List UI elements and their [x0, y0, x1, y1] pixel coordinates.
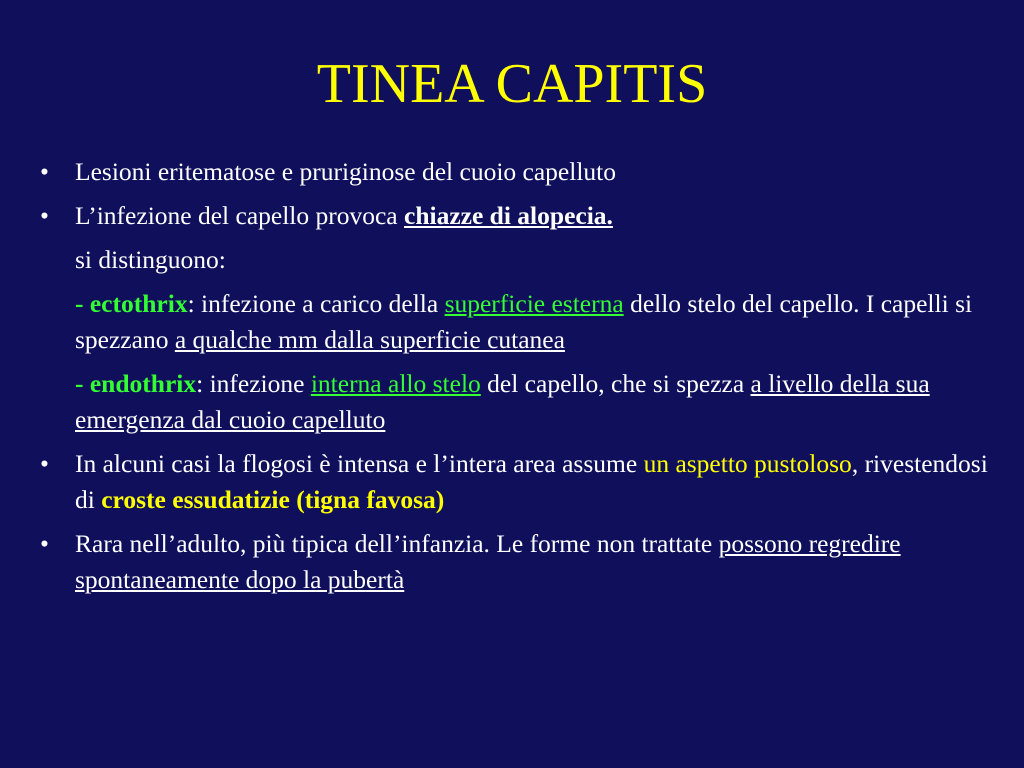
- slide-content: [40, 154, 990, 606]
- endo-underline-level: a livello della sua emergenza dal cuoio capelluto: [75, 369, 930, 434]
- bullet-dot: •: [40, 157, 49, 186]
- ecto-underline-surface: superficie esterna: [444, 289, 624, 318]
- ecto-text-1: : infezione a carico della: [187, 289, 445, 318]
- underline-regress: possono regredire spontaneamente dopo la pubertà: [75, 529, 901, 594]
- emphasis-alopecia: chiazze di alopecia.: [404, 201, 613, 230]
- bullet-text: L’infezione del capello provoca: [75, 201, 404, 230]
- bullet-text-2: , rivestendosi di: [75, 449, 988, 514]
- endo-text-2: del capello, che si spezza: [480, 369, 751, 398]
- bullet-dot: •: [40, 529, 49, 558]
- bullet-flogosis: [40, 446, 990, 518]
- highlight-pustular: un aspetto pustoloso: [643, 449, 852, 478]
- bullet-text-1: In alcuni casi la flogosi è intensa e l’intera area assume: [75, 449, 644, 478]
- endo-text-1: : infezione: [196, 369, 311, 398]
- slide-title: TINEA CAPITIS: [316, 53, 708, 115]
- endothrix-paragraph: [40, 366, 990, 438]
- ecto-text-2: dello stelo del capello. I capelli si spezzano: [75, 289, 973, 354]
- ecto-underline-break: a qualche mm dalla superficie cutanea: [174, 325, 565, 354]
- ectothrix-paragraph: [40, 286, 990, 358]
- bullet-dot: •: [40, 449, 49, 478]
- bullet-infection: [40, 198, 990, 234]
- bullet-lesions: [40, 154, 990, 190]
- sub-intro: si distinguono:: [75, 245, 226, 274]
- bullet-text: Rara nell’adulto, più tipica dell’infanzia. Le forme non trattate: [75, 529, 719, 558]
- endo-underline-internal: interna allo stelo: [310, 369, 481, 398]
- highlight-crusts: croste essudatizie (tigna favosa): [101, 485, 445, 514]
- term-endothrix: - endothrix: [75, 369, 197, 398]
- term-ectothrix: - ectothrix: [75, 289, 188, 318]
- bullet-adult: [40, 526, 990, 598]
- bullet-text: Lesioni eritematose e pruriginose del cuoio capelluto: [75, 157, 616, 186]
- bullet-dot: •: [40, 201, 49, 230]
